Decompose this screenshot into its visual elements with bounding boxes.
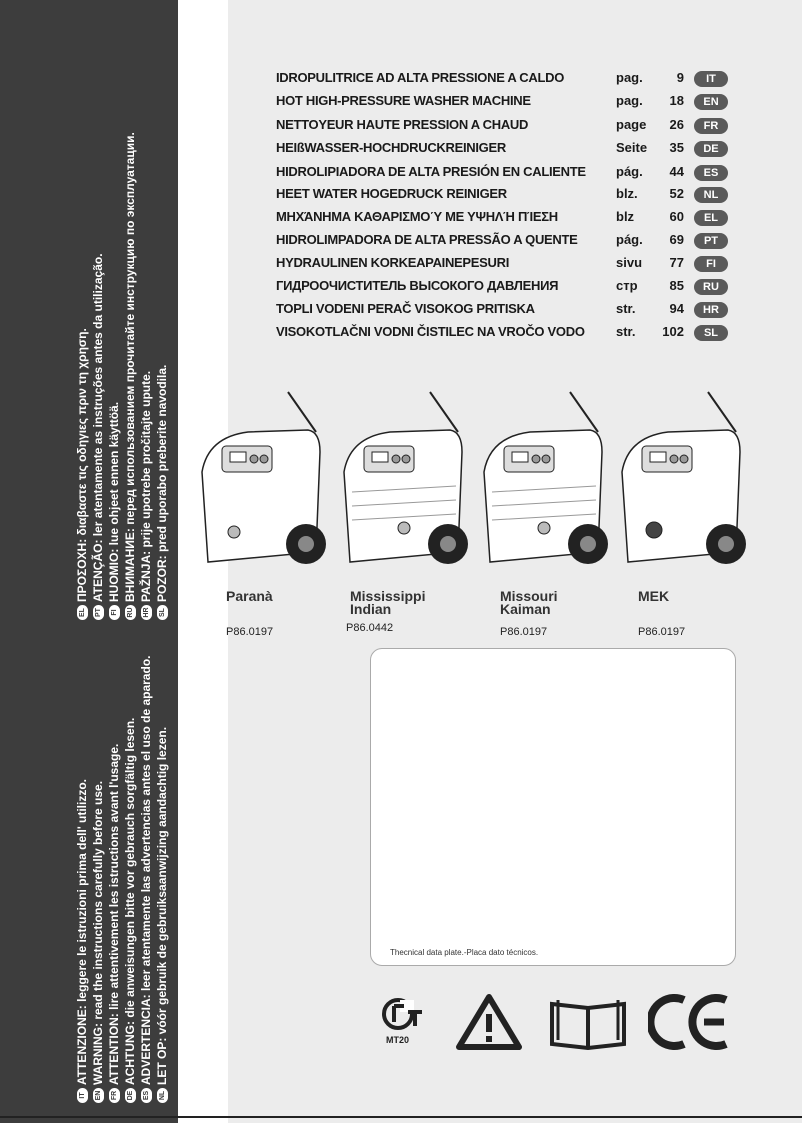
language-code-badge: HR — [694, 302, 728, 318]
language-code-badge: PT — [694, 233, 728, 249]
warning-text: PAŽNJA: prije upotrebe pročitajte upute. — [139, 370, 153, 602]
page-number: 102 — [662, 324, 684, 339]
warning-text: HUOMIO: lue ohjeet ennen käyttöä. — [107, 401, 121, 602]
index-title: HOT HIGH-PRESSURE WASHER MACHINE — [276, 93, 531, 108]
language-code-badge: NL — [694, 187, 728, 203]
page-label: pág. — [616, 232, 643, 247]
language-code-badge: IT — [77, 1088, 88, 1103]
page-number: 9 — [676, 70, 684, 85]
warning-line-pt — [90, 0, 106, 620]
page-number: 52 — [669, 186, 684, 201]
index-title: HIDROLIPIADORA DE ALTA PRESIÓN EN CALIENTE — [276, 164, 586, 179]
warning-text: ACHTUNG: die anweisungen bitte vor gebrauch sorgfältig lesen. — [123, 717, 137, 1085]
warning-text: ATENÇÃO: ler atentamente as instruções antes da utilização. — [91, 253, 105, 602]
index-row-pt[interactable] — [276, 232, 736, 252]
language-code-badge: FR — [694, 118, 728, 134]
warning-text: LET OP: vóór gebruik de gebruiksaanwijzing aandachtig lezen. — [155, 726, 169, 1085]
page-number: 77 — [669, 255, 684, 270]
warning-line-el — [74, 0, 90, 620]
model-name-mek: MEK — [638, 588, 670, 604]
machine-mek-image — [608, 382, 748, 582]
page-label: pag. — [616, 70, 643, 85]
technical-data-plate-area — [370, 648, 736, 966]
warning-line-sl — [154, 0, 170, 620]
language-code-badge: RU — [125, 605, 136, 620]
page-label: стр — [616, 278, 638, 293]
index-title: HEIßWASSER-HOCHDRUCKREINIGER — [276, 140, 506, 155]
gost-cert-icon — [380, 996, 428, 1046]
bottom-rule — [0, 1116, 802, 1118]
language-code-badge: DE — [694, 141, 728, 157]
language-code-badge: DE — [125, 1088, 136, 1103]
language-code-badge: FI — [694, 256, 728, 272]
language-code-badge: NL — [157, 1088, 168, 1103]
index-title: HIDROLIMPADORA DE ALTA PRESSÃO A QUENTE — [276, 232, 578, 247]
index-row-hr[interactable] — [276, 301, 736, 321]
language-code-badge: RU — [694, 279, 728, 295]
warning-text: WARNING: read the instructions carefully before use. — [91, 780, 105, 1085]
model-name-parana: Paranà — [226, 588, 273, 604]
index-row-fr[interactable] — [276, 117, 736, 137]
index-title: ΜΗΧΆΝΗΜΑ ΚΑΘΑΡΙΣΜΟΎ ΜΕ ΥΨΗΛΉ ΠΊΕΣΗ — [276, 209, 558, 224]
warning-text: POZOR: pred uporabo preberite navodila. — [155, 364, 169, 602]
warning-triangle-icon — [456, 994, 522, 1050]
index-row-en[interactable] — [276, 93, 736, 113]
page-label: page — [616, 117, 647, 132]
page-label: sivu — [616, 255, 643, 270]
warnings-column-right — [74, 0, 169, 620]
page-number: 18 — [669, 93, 684, 108]
manual-book-icon — [548, 994, 628, 1050]
language-code-badge: PT — [93, 605, 104, 620]
index-row-es[interactable] — [276, 164, 736, 184]
page-number: 85 — [669, 278, 684, 293]
model-code-missouri: P86.0197 — [500, 626, 548, 638]
page-label: blz — [616, 209, 635, 224]
index-row-it[interactable] — [276, 70, 736, 90]
index-row-ru[interactable] — [276, 278, 736, 298]
warning-text: ATTENZIONE: leggere le istruzioni prima dell' utilizzo. — [75, 779, 89, 1085]
language-code-badge: EL — [77, 605, 88, 620]
language-code-badge: EL — [694, 210, 728, 226]
warning-text: ВНИМАНИЕ: перед использованием прочитайте инструкцию по эксплуатации. — [123, 132, 137, 602]
language-code-badge: HR — [141, 605, 152, 620]
language-code-badge: ES — [141, 1088, 152, 1103]
plate-caption: Thecnical data plate.-Placa dato técnicos. — [390, 948, 539, 957]
index-row-el[interactable] — [276, 209, 736, 229]
model-name-mississippi: Mississippi Indian — [350, 588, 426, 617]
machine-parana-image — [188, 382, 328, 582]
page-label: pag. — [616, 93, 643, 108]
index-title: HYDRAULINEN KORKEAPAINEPESURI — [276, 255, 510, 270]
machine-missouri-image — [470, 382, 610, 582]
model-name-missouri: Missouri Kaiman — [500, 588, 558, 617]
index-row-sl[interactable] — [276, 324, 736, 344]
page-label: str. — [616, 324, 636, 339]
warning-text: ADVERTENCIA: leer atentamente las advertencias antes el uso de aparado. — [139, 655, 153, 1085]
model-code-parana: P86.0197 — [226, 626, 274, 638]
warning-line-ru — [122, 0, 138, 620]
page-number: 44 — [669, 164, 684, 179]
index-title: NETTOYEUR HAUTE PRESSION A CHAUD — [276, 117, 529, 132]
language-code-badge: FI — [109, 605, 120, 620]
page-label: str. — [616, 301, 636, 316]
page-label: Seite — [616, 140, 648, 155]
index-row-nl[interactable] — [276, 186, 736, 206]
page-number: 69 — [669, 232, 684, 247]
language-code-badge: SL — [157, 605, 168, 620]
page-label: blz. — [616, 186, 638, 201]
machine-mississippi-image — [330, 382, 470, 582]
page-number: 26 — [669, 117, 684, 132]
warning-line-fi — [106, 0, 122, 620]
warning-line-hr — [138, 0, 154, 620]
language-code-badge: EN — [93, 1088, 104, 1103]
language-code-badge: EN — [694, 94, 728, 110]
index-title: VISOKOTLAČNI VODNI ČISTILEC NA VROČO VODO — [276, 324, 585, 339]
model-code-mek: P86.0197 — [638, 626, 686, 638]
language-code-badge: FR — [109, 1088, 120, 1103]
index-title: IDROPULITRICE AD ALTA PRESSIONE A CALDO — [276, 70, 565, 85]
index-title: HEET WATER HOGEDRUCK REINIGER — [276, 186, 507, 201]
page-label: pág. — [616, 164, 643, 179]
language-code-badge: ES — [694, 165, 728, 181]
index-row-fi[interactable] — [276, 255, 736, 275]
page-number: 60 — [669, 209, 684, 224]
page-number: 35 — [669, 140, 684, 155]
language-code-badge: IT — [694, 71, 728, 87]
language-code-badge: SL — [694, 325, 728, 341]
page-number: 94 — [669, 301, 684, 316]
warning-text: ATTENTION: lire attentivement les istructions avant l'usage. — [107, 743, 121, 1085]
index-title: ГИДРООЧИСТИТЕЛЬ ВЫСОКОГО ДАВЛЕНИЯ — [276, 278, 559, 293]
cert-mark-text: MT20 — [386, 1035, 410, 1045]
index-row-de[interactable] — [276, 140, 736, 160]
model-code-mississippi: P86.0442 — [346, 622, 394, 634]
warning-text: ΠΡΟΣΟΧΗ: διαβαστε τις οδηγιες πριν τη χρηση. — [75, 328, 89, 602]
ce-mark-icon — [648, 992, 732, 1052]
index-title: TOPLI VODENI PERAČ VISOKOG PRITISKA — [276, 301, 535, 316]
